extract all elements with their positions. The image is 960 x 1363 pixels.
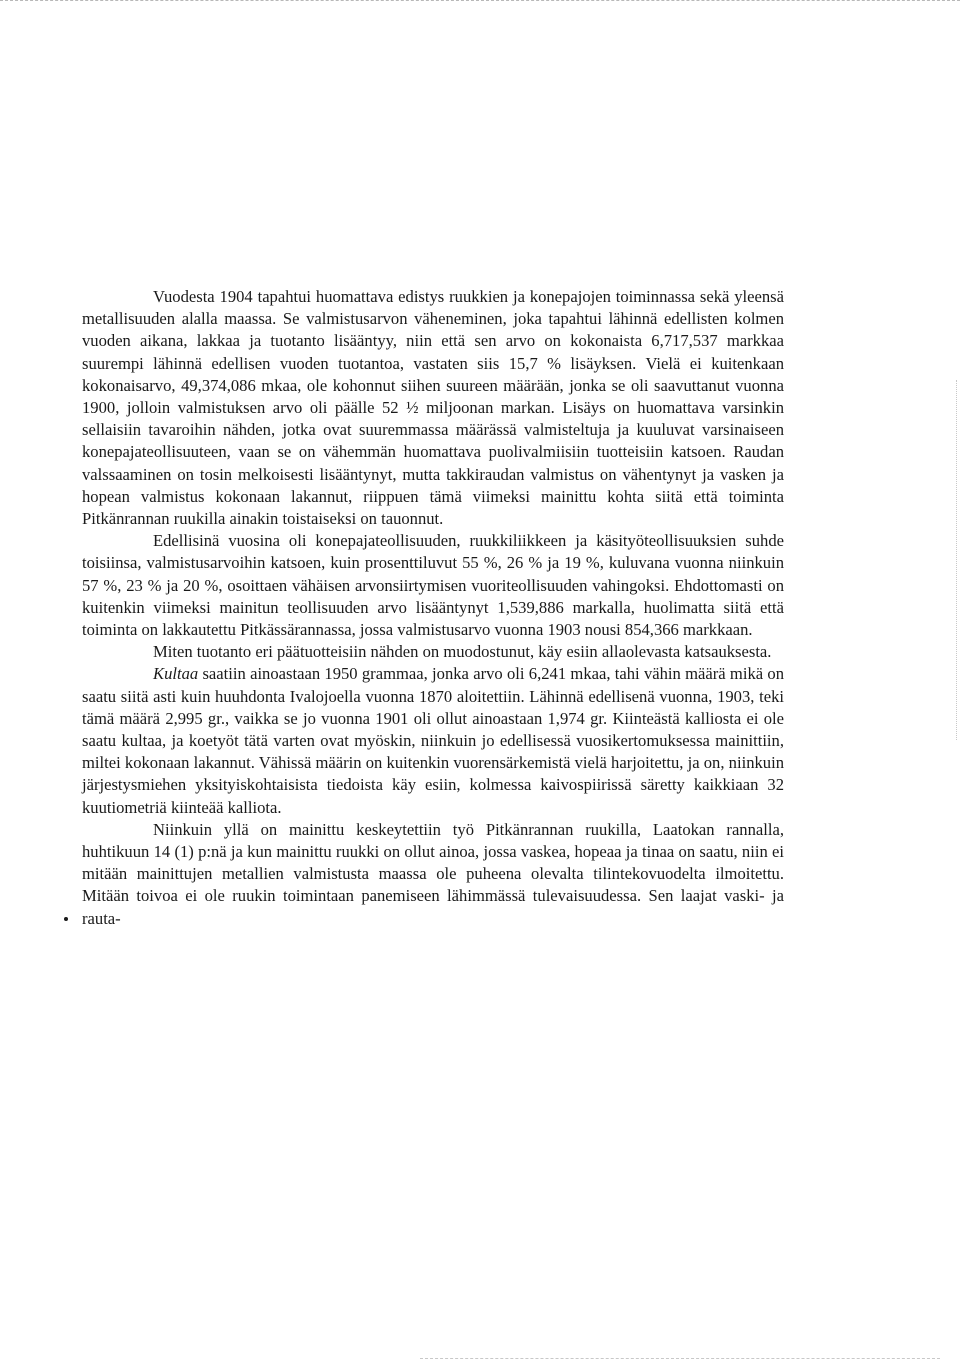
gold-heading: Kultaa xyxy=(153,664,199,684)
paragraph-copper-silver-tin: Niinkuin yllä on mainittu keskeytettiin työ Pitkänrannan ruukilla, Laatokan rannalla, huhtikuun 14 (1) p:nä ja kun mainittu ruukki on ollut ainoa, jossa vaskea, hopeaa ja tinaa on saatu, niin ei mitään mainittujen metallien valmistusta maassa ole puheena olevalta tilintekovuodelta ilmoitettu. Mitään toivoa ei ole ruukin toimintaan panemiseen lähimmässä tulevaisuudessa. Sen laajat vaski- ja rauta- xyxy=(82,819,784,928)
scan-edge-right xyxy=(956,380,957,740)
gold-text: saatiin ainoastaan 1950 grammaa, jonka arvo oli 6,241 mkaa, tahi vähin määrä mikä on saatu siitä asti kuin huuhdonta Ivalojoella vuonna 1870 aloitettiin. Lähinnä edellisenä vuonna, 1903, teki tämä määrä 2,995 gr., vaikka se jo vuonna 1901 oli ollut ainoastaan 1,974 gr. Kiinteästä kalliosta ei ole saatu kultaa, ja koetyöt tätä varten ovat myöskin, niinkuin jo edellisessä vuosikertomuksessa mainittiin, miltei kokonaan lakannut. Vähissä määrin on kuitenkin vuorensärkemistä vielä harjoitettu, ja on, niinkuin järjestysmiehen yksityiskohtaisista tiedoista käy esiin, kolmessa kaivospiirissä säretty kaikkiaan 32 kuutiometriä kiinteää kalliota. xyxy=(82,664,784,817)
paragraph-production-overview: Vuodesta 1904 tapahtui huomattava edistys ruukkien ja konepajojen toiminnassa sekä yleensä metallisuuden alalla maassa. Se valmistusarvon väheneminen, joka tapahtui lähinnä edellisten kolmen vuoden aikana, lakkaa ja tuotanto lisääntyy, niin että sen arvo on kokonaista 6,717,537 markkaa suurempi lähinnä edellisen vuoden tuotantoa, vastaten siis 15,7 % lisäyksen. Vielä ei kuitenkaan kokonaisarvo, 49,374,086 mkaa, ole kohonnut siihen suureen määrään, jonka se oli saavuttanut vuonna 1900, jolloin valmistuksen arvo oli päälle 52 ½ miljoonan markan. Lisäys on huomattava varsinkin sellaisiin tavaroihin nähden, jotka ovat suuremmassa määrässä valmisteltuja ja kuuluvat varsinaiseen konepajateollisuuteen, vaan se on vähemmän huomattava puolivalmiisiin tuotteisiin katsoen. Raudan valssaaminen on tosin melkoisesti lisääntynyt, mutta takkiraudan valmistus on vähentynyt ja vasken ja hopean valmistus kokonaan lakannut, riippuen tämä viimeksi mainittu kohta siitä että toiminta Pitkänrannan ruukilla ainakin toistaiseksi on tauonnut. xyxy=(82,287,784,529)
scan-edge-top xyxy=(0,0,960,1)
paragraph-gold xyxy=(82,663,784,818)
scan-edge-bottom xyxy=(420,1358,940,1359)
margin-mark xyxy=(64,917,68,921)
paragraph-industry-proportions: Edellisinä vuosina oli konepajateollisuuden, ruukkiliikkeen ja käsityöteollisuuksien suhde toisiinsa, valmistusarvoihin katsoen, kuin prosenttiluvut 55 %, 26 % ja 19 %, kuluvana vuonna niinkuin 57 %, 23 % ja 20 %, osoittaen vähäisen arvonsiirtymisen vuoriteollisuuden vahingoksi. Ehdottomasti on kuitenkin viimeksi mainitun teollisuuden arvo lisääntynyt 1,539,886 markalla, huolimatta siitä että toiminta on lakkautettu Pitkässärannassa, jossa valmistusarvo vuonna 1903 nousi 854,366 markkaan. xyxy=(82,531,784,640)
paragraph-product-intro: Miten tuotanto eri päätuotteisiin nähden on muodostunut, käy esiin allaolevasta katsauksesta. xyxy=(153,642,772,662)
body-text xyxy=(82,286,784,930)
